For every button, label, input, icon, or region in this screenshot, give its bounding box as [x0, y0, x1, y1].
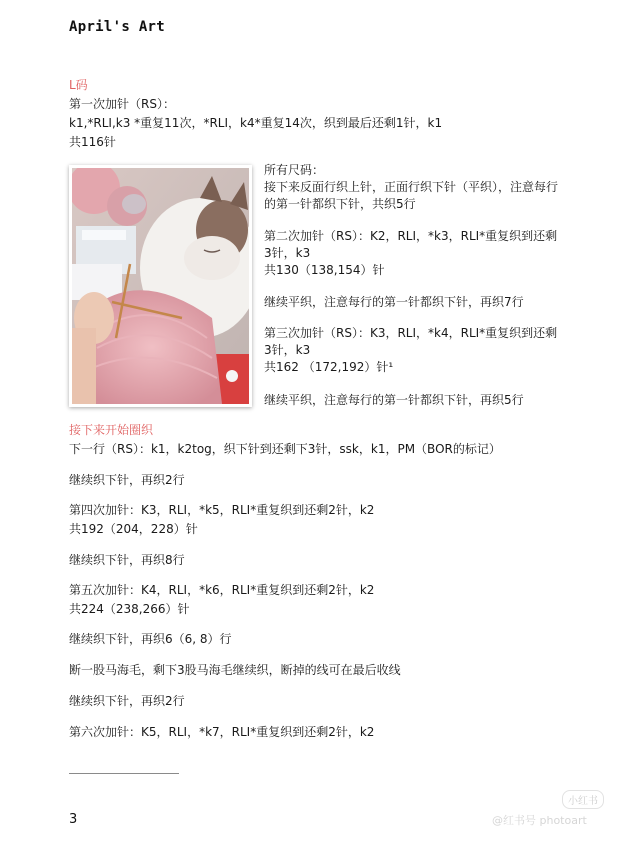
- footnote-divider: [69, 773, 179, 774]
- stitch-count: 共162 （172,192）针¹: [264, 360, 394, 374]
- stitch-count: 共224（238,266）针: [69, 602, 190, 616]
- stitch-count: 共130（138,154）针: [264, 263, 385, 277]
- watermark-badge: 小红书: [562, 790, 604, 809]
- section-l-size: [69, 76, 569, 152]
- knitting-cat-photo: [69, 165, 252, 407]
- instruction-line: 继续织下针，再织2行: [69, 694, 185, 708]
- section-round-knit: [69, 421, 569, 459]
- instruction-line: 接下来反面行织上针，正面行织下针（平织），注意每行的第一针都织下针，共织5行: [264, 180, 559, 211]
- all-sizes-text: [264, 162, 574, 213]
- instruction-line: 所有尺码：: [264, 163, 325, 177]
- instruction-line: 第一次加针（RS）：: [69, 97, 175, 111]
- stitch-count: 共192（204，228）针: [69, 522, 198, 536]
- instruction-line: 继续平织，注意每行的第一针都织下针，再织7行: [264, 295, 524, 309]
- paragraph: [69, 630, 569, 649]
- instruction-line: 继续织下针，再织8行: [69, 553, 185, 567]
- flat-knit-note-2: [264, 392, 574, 409]
- paragraph: [69, 692, 569, 711]
- instruction-line: 下一行（RS）：k1，k2tog，织下针到还剩下3针，ssk，k1，PM（BOR的标记）: [69, 442, 501, 456]
- instruction-line: 继续织下针，再织6（6, 8）行: [69, 632, 232, 646]
- brand-title: April's Art: [69, 19, 166, 35]
- instruction-line: 继续织下针，再织2行: [69, 473, 185, 487]
- instruction-line: k1,*RLI,k3 *重复11次，*RLI，k4*重复14次，织到最后还剩1针，k1: [69, 116, 443, 130]
- instruction-line: 第二次加针（RS）：K2，RLI，*k3，RLI*重复织到还剩3针，k3: [264, 229, 558, 260]
- instruction-line: 第六次加针：K5，RLI，*k7，RLI*重复织到还剩2针，k2: [69, 725, 375, 739]
- sixth-increase: [69, 723, 569, 742]
- instruction-line: 第五次加针：K4，RLI，*k6，RLI*重复织到还剩2针，k2: [69, 583, 375, 597]
- section-heading-round: 接下来开始圈织: [69, 423, 154, 437]
- flat-knit-note: [264, 294, 574, 311]
- third-increase: [264, 325, 574, 376]
- paragraph: [69, 551, 569, 570]
- instruction-line: 继续平织，注意每行的第一针都织下针，再织5行: [264, 393, 524, 407]
- paragraph: [69, 471, 569, 490]
- paragraph: [69, 661, 569, 680]
- photo-illustration: [72, 168, 249, 404]
- instruction-line: 第三次加针（RS）：K3，RLI，*k4，RLI*重复织到还剩3针，k3: [264, 326, 558, 357]
- instruction-line: 第四次加针：K3，RLI，*k5，RLI*重复织到还剩2针，k2: [69, 503, 375, 517]
- fifth-increase: [69, 581, 569, 619]
- stitch-count: 共116针: [69, 135, 116, 149]
- instruction-line: 断一股马海毛，剩下3股马海毛继续织，断掉的线可在最后收线: [69, 663, 401, 677]
- watermark-handle: @红书号 photoart: [492, 814, 587, 827]
- section-heading-l: L码: [69, 78, 88, 92]
- second-increase: [264, 228, 574, 279]
- page-number: 3: [69, 812, 78, 827]
- fourth-increase: [69, 501, 569, 539]
